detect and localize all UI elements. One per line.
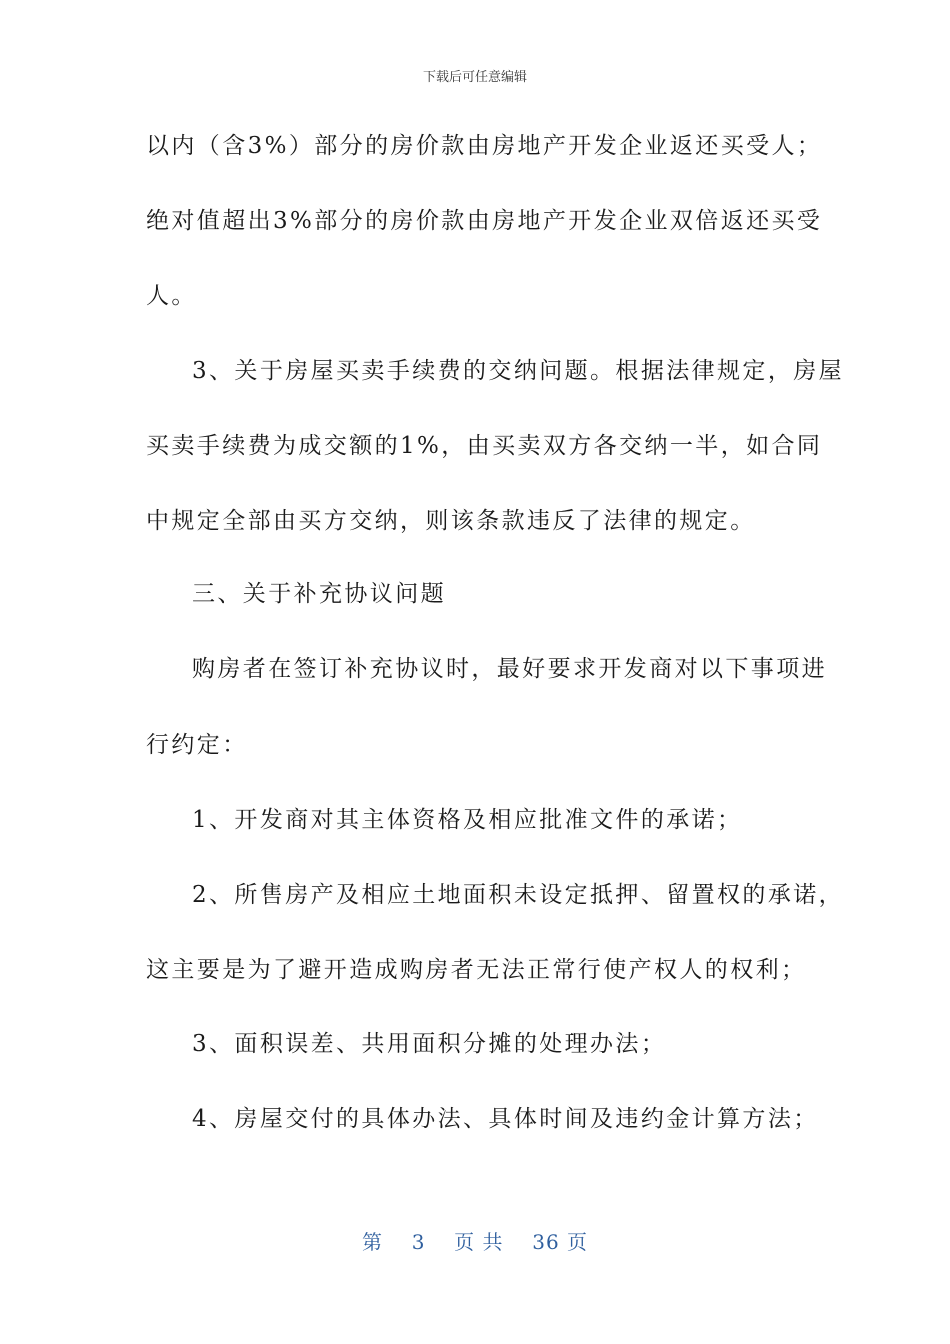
- body-line-2: 绝对值超出3%部分的房价款由房地产开发企业双倍返还买受: [146, 208, 823, 234]
- body-line-5: 买卖手续费为成交额的1%，由买卖双方各交纳一半，如合同: [146, 433, 823, 459]
- header-note: 下载后可任意编辑: [422, 70, 527, 85]
- footer-prefix: 第: [361, 1230, 383, 1254]
- footer-page-number: 3: [411, 1230, 426, 1254]
- body-line-9: 行约定：: [146, 732, 248, 758]
- body-line-3: 人。: [146, 283, 197, 309]
- body-line-14: 4、房屋交付的具体办法、具体时间及违约金计算方法；: [192, 1106, 819, 1132]
- section-heading: 三、关于补充协议问题: [192, 581, 446, 607]
- body-line-11: 2、所售房产及相应土地面积未设定抵押、留置权的承诺，: [192, 882, 845, 908]
- footer-total-pages: 36: [532, 1230, 560, 1254]
- body-line-13: 3、面积误差、共用面积分摊的处理办法；: [192, 1031, 667, 1057]
- footer-middle: 页 共: [454, 1230, 504, 1254]
- page-footer: [0, 1226, 950, 1255]
- body-line-1: 以内（含3%）部分的房价款由房地产开发企业返还买受人；: [146, 133, 823, 159]
- body-line-10: 1、开发商对其主体资格及相应批准文件的承诺；: [192, 807, 743, 833]
- body-line-4: 3、关于房屋买卖手续费的交纳问题。根据法律规定，房屋: [192, 358, 845, 384]
- body-line-8: 购房者在签订补充协议时，最好要求开发商对以下事项进: [192, 656, 827, 682]
- body-line-12: 这主要是为了避开造成购房者无法正常行使产权人的权利；: [146, 957, 807, 983]
- footer-suffix: 页: [567, 1230, 589, 1254]
- body-line-6: 中规定全部由买方交纳，则该条款违反了法律的规定。: [146, 508, 756, 534]
